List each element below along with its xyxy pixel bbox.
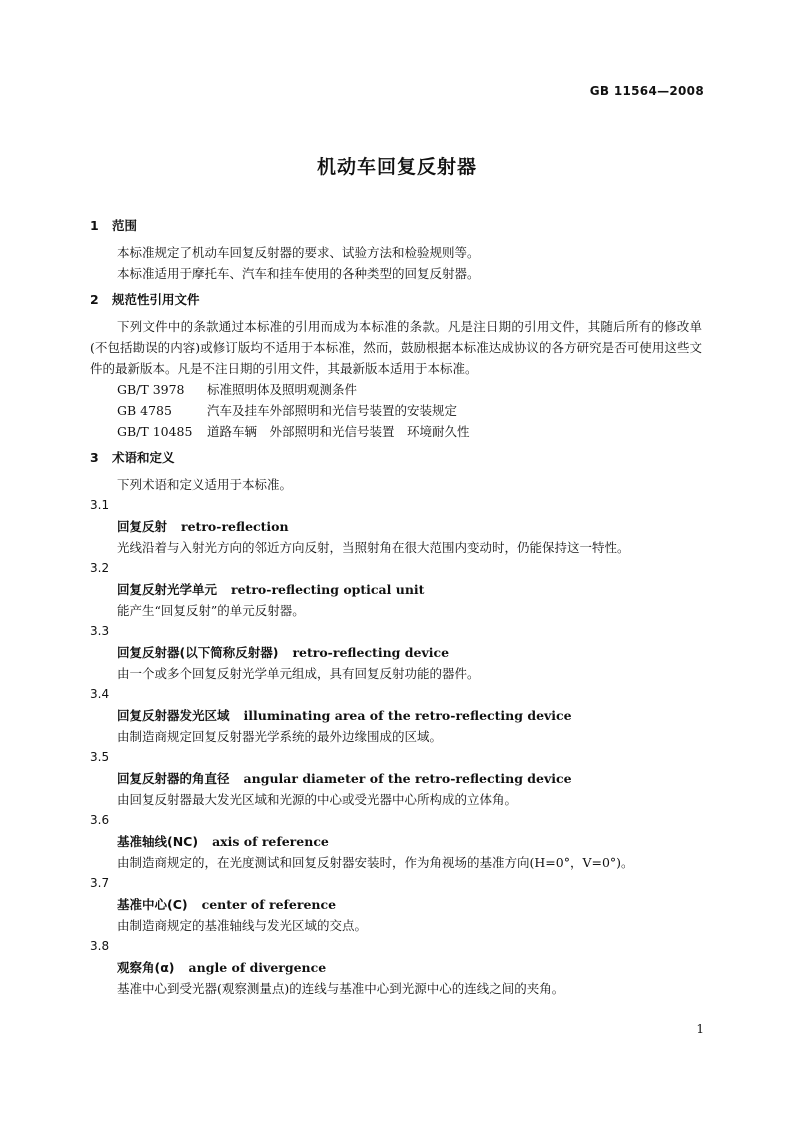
term-definition: 由回复反射器最大发光区域和光源的中心或受光器中心所构成的立体角。	[117, 792, 518, 807]
standard-number: GB 11564—2008	[589, 84, 704, 98]
section-number: 2	[90, 292, 99, 307]
clause-number: 3.4	[90, 687, 110, 701]
term-english: retro-reflecting optical unit	[231, 582, 425, 597]
section-1-heading	[90, 215, 702, 236]
clause-number: 3.5	[90, 750, 110, 764]
term-chinese: 回复反射器(以下简称反射器)	[117, 645, 279, 660]
term-entry	[90, 516, 702, 537]
reference-code: GB/T 3978	[117, 382, 185, 397]
page-number: 1	[696, 1022, 704, 1036]
section-title: 范围	[112, 218, 138, 233]
term-definition: 光线沿着与入射光方向的邻近方向反射，当照射角在很大范围内变动时，仍能保持这一特性。	[117, 540, 630, 555]
term-english: illuminating area of the retro-reflecting device	[243, 708, 572, 723]
clause-number: 3.7	[90, 876, 110, 890]
term-definition: 由制造商规定回复反射器光学系统的最外边缘围成的区域。	[117, 729, 443, 744]
term-entry	[90, 705, 702, 726]
term-definition: 能产生“回复反射”的单元反射器。	[117, 603, 305, 618]
clause-number: 3.3	[90, 624, 110, 638]
term-english: retro-reflecting device	[292, 645, 450, 660]
section-title: 术语和定义	[112, 450, 175, 465]
normative-reference	[90, 400, 702, 421]
term-entry	[90, 768, 702, 789]
term-english: angular diameter of the retro-reflecting device	[243, 771, 572, 786]
paragraph: 本标准适用于摩托车、汽车和挂车使用的各种类型的回复反射器。	[117, 266, 480, 281]
term-english: angle of divergence	[188, 960, 327, 975]
document-body	[90, 215, 702, 999]
reference-title: 标准照明体及照明观测条件	[207, 382, 358, 397]
document-title: 机动车回复反射器	[316, 156, 477, 178]
section-2-heading	[90, 289, 702, 310]
term-english: retro-reflection	[181, 519, 289, 534]
clause-number: 3.6	[90, 813, 110, 827]
term-entry	[90, 642, 702, 663]
term-chinese: 回复反射	[117, 519, 168, 534]
term-chinese: 回复反射器的角直径	[117, 771, 230, 786]
section-3-heading	[90, 447, 702, 468]
term-chinese: 基准轴线(NC)	[117, 834, 199, 849]
term-definition: 由制造商规定的，在光度测试和回复反射器安装时，作为角视场的基准方向(H=0°，V=0°)。	[117, 855, 634, 870]
clause-number: 3.2	[90, 561, 110, 575]
term-definition: 由一个或多个回复反射光学单元组成，具有回复反射功能的器件。	[117, 666, 480, 681]
reference-code: GB/T 10485	[117, 424, 193, 439]
term-entry	[90, 957, 702, 978]
term-chinese: 基准中心(C)	[117, 897, 188, 912]
term-chinese: 回复反射器发光区域	[117, 708, 230, 723]
term-chinese: 观察角(α)	[117, 960, 175, 975]
normative-reference	[90, 421, 702, 442]
term-entry	[90, 831, 702, 852]
clause-number: 3.8	[90, 939, 110, 953]
section-number: 1	[90, 218, 99, 233]
reference-code: GB 4785	[117, 403, 172, 418]
term-chinese: 回复反射光学单元	[117, 582, 218, 597]
term-definition: 基准中心到受光器(观察测量点)的连线与基准中心到光源中心的连线之间的夹角。	[117, 981, 565, 996]
term-english: axis of reference	[212, 834, 329, 849]
paragraph: 下列术语和定义适用于本标准。	[117, 477, 293, 492]
section-number: 3	[90, 450, 99, 465]
paragraph: 本标准规定了机动车回复反射器的要求、试验方法和检验规则等。	[117, 245, 480, 260]
clause-number: 3.1	[90, 498, 110, 512]
reference-title: 道路车辆 外部照明和光信号装置 环境耐久性	[207, 424, 470, 439]
term-entry	[90, 579, 702, 600]
normative-reference	[90, 379, 702, 400]
reference-title: 汽车及挂车外部照明和光信号装置的安装规定	[207, 403, 458, 418]
term-english: center of reference	[201, 897, 337, 912]
term-definition: 由制造商规定的基准轴线与发光区域的交点。	[117, 918, 368, 933]
term-entry	[90, 894, 702, 915]
section-title: 规范性引用文件	[112, 292, 200, 307]
paragraph: 下列文件中的条款通过本标准的引用而成为本标准的条款。凡是注日期的引用文件，其随后所有的修改单(不包括勘误的内容)或修订版均不适用于本标准，然而，鼓励根据本标准达成协议的各方研究是否可使用这些文件的最新版本。凡是不注日期的引用文件，其最新版本适用于本标准。	[90, 319, 702, 376]
